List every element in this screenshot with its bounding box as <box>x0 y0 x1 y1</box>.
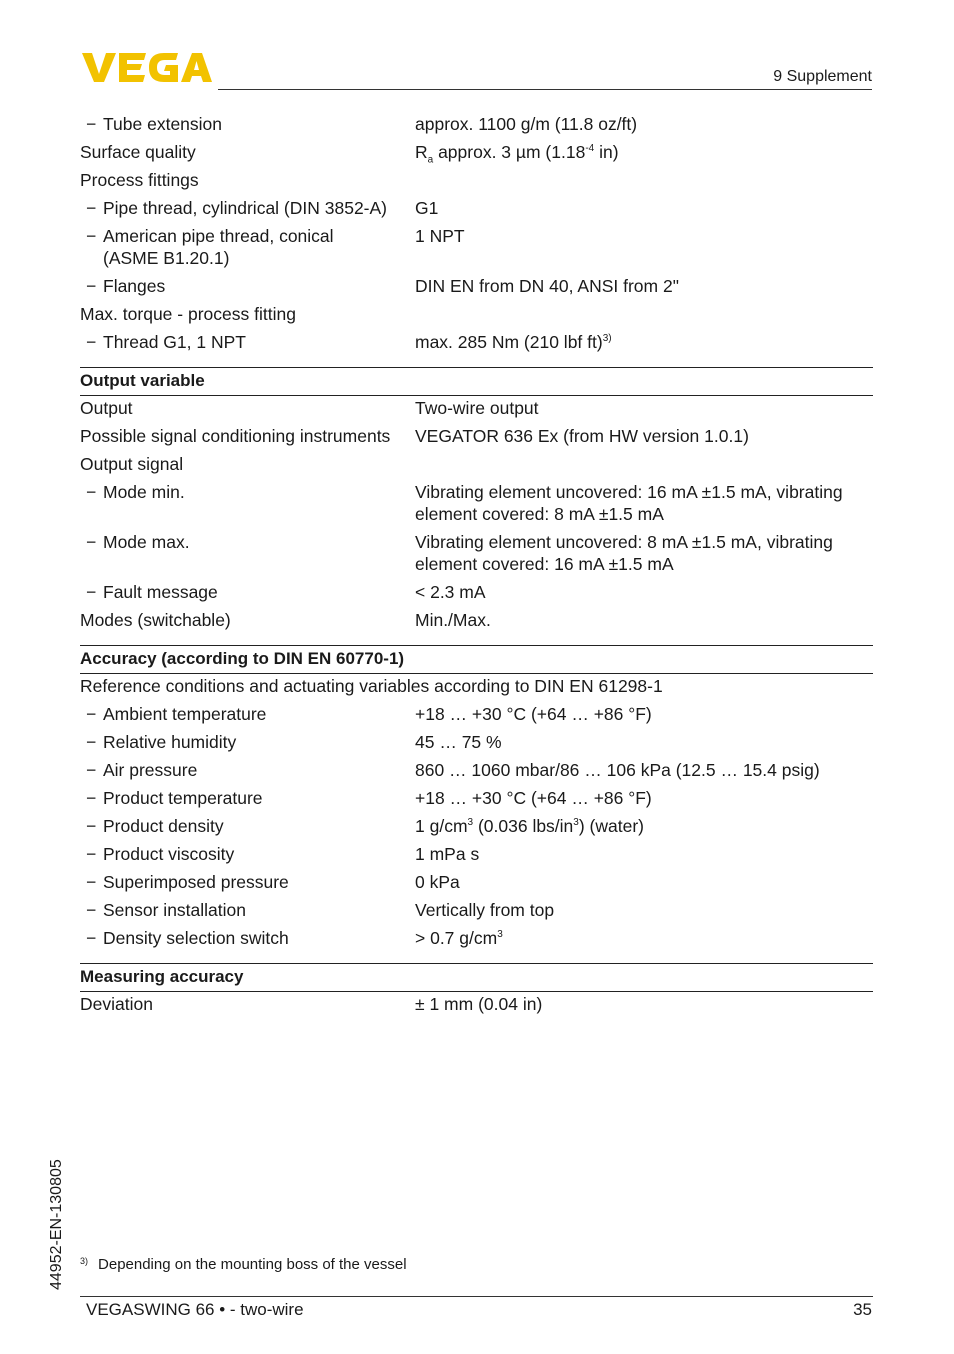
spec-key: Flanges <box>103 276 166 296</box>
spec-value: +18 … +30 °C (+64 … +86 °F) <box>415 704 652 724</box>
spec-value: Vertically from top <box>415 900 555 920</box>
spec-value: 1 NPT <box>415 226 465 246</box>
spec-row <box>80 425 873 453</box>
spec-value: Two-wire output <box>415 398 539 418</box>
spec-row <box>80 609 873 645</box>
spec-key: Relative humidity <box>103 732 237 752</box>
spec-row: − Superimposed pressure 0 kPa <box>80 871 873 899</box>
page-number: 35 <box>853 1300 872 1319</box>
spec-row <box>80 992 873 1015</box>
spec-row: − Thread G1, 1 NPT max. 285 Nm (210 lbf ft)$^{3)}$ <box>80 331 873 367</box>
footnote-number: 3) <box>80 1256 89 1266</box>
document-code: 44952-EN-130805 <box>48 1159 65 1290</box>
spec-key: Process fittings <box>80 170 199 190</box>
spec-key: Product temperature <box>103 788 263 808</box>
spec-row <box>80 141 873 169</box>
spec-key: Deviation <box>80 994 153 1014</box>
spec-key: Product density <box>103 816 224 836</box>
spec-value: < 2.3 mA <box>415 582 486 602</box>
spec-value <box>415 453 873 475</box>
spec-key: Pipe thread, cylindrical (DIN 3852-A) <box>103 198 388 218</box>
spec-value: max. 285 Nm (210 lbf ft)$^{3)}$ <box>415 332 612 352</box>
spec-row: − Flanges DIN EN from DN 40, ANSI from 2" <box>80 275 873 303</box>
spec-value: Vibrating element uncovered: 16 mA ±1.5 mA, vibrating element covered: 8 mA ±1.5 mA <box>415 482 843 524</box>
spec-key: Tube extension <box>103 114 223 134</box>
spec-key: Surface quality <box>80 142 196 162</box>
spec-row <box>80 396 873 425</box>
spec-key: Mode max. <box>103 532 190 552</box>
spec-key: Output <box>80 398 133 418</box>
spec-row: − Ambient temperature +18 … +30 °C (+64 … +86 °F) <box>80 703 873 731</box>
spec-row <box>80 303 873 331</box>
spec-value: +18 … +30 °C (+64 … +86 °F) <box>415 788 652 808</box>
spec-value: > 0.7 $g/cm^3$ <box>415 928 503 948</box>
spec-value: VEGATOR 636 Ex (from HW version 1.0.1) <box>415 426 749 446</box>
spec-value: ± 1 mm (0.04 in) <box>415 994 543 1014</box>
spec-key: Fault message <box>103 582 218 602</box>
spec-row: − Pipe thread, cylindrical (DIN 3852-A) G1 <box>80 197 873 225</box>
vega-logo <box>82 50 212 84</box>
spec-value: DIN EN from DN 40, ANSI from 2" <box>415 276 679 296</box>
spec-row: − Mode min. Vibrating element uncovered: 16 mA ±1.5 mA, vibrating element covered: 8 mA ±1.5 mA <box>80 481 873 531</box>
spec-value: 1 mPa s <box>415 844 480 864</box>
spec-key: Modes (switchable) <box>80 610 231 630</box>
spec-value: 0 kPa <box>415 872 460 892</box>
spec-value: 1 $g/cm^3$ (0.036 lbs/$in^3$) (water) <box>415 816 644 836</box>
spec-value: $R_a$ approx. 3 µm ($1.18^{-4}$ in) <box>415 142 619 166</box>
spec-row: − Fault message < 2.3 mA <box>80 581 873 609</box>
footer-rule <box>80 1296 873 1297</box>
spec-row: − Product density 1 $g/cm^3$ (0.036 lbs/$in^3$) (water) <box>80 815 873 843</box>
spec-row: − Tube extension approx. 1100 g/m (11.8 oz/ft) <box>80 112 873 141</box>
spec-row: − American pipe thread, conical (ASME B1.20.1) 1 NPT <box>80 225 873 275</box>
section-label: 9 Supplement <box>773 68 872 85</box>
section-heading: Output variable <box>80 367 873 396</box>
spec-row: − Mode max. Vibrating element uncovered: 8 mA ±1.5 mA, vibrating element covered: 16 mA ±1.5 mA <box>80 531 873 581</box>
spec-key: Output signal <box>80 454 184 474</box>
spec-row: − Density selection switch > 0.7 $g/cm^3$ <box>80 927 873 963</box>
spec-value: G1 <box>415 198 439 218</box>
spec-key: Possible signal conditioning instruments <box>80 426 391 446</box>
spec-key: Superimposed pressure <box>103 872 289 892</box>
spec-value <box>415 169 873 191</box>
spec-key: Density selection switch <box>103 928 289 948</box>
spec-key: Mode min. <box>103 482 185 502</box>
spec-row <box>80 169 873 197</box>
spec-row: − Product temperature +18 … +30 °C (+64 … +86 °F) <box>80 787 873 815</box>
spec-row: − Relative humidity 45 … 75 % <box>80 731 873 759</box>
footnote-ref: 3) <box>602 333 612 345</box>
spec-row: − Product viscosity 1 mPa s <box>80 843 873 871</box>
footer-product: VEGASWING 66 • - two-wire <box>86 1300 304 1319</box>
spec-key: Max. torque - process fitting <box>80 304 296 324</box>
spec-value: Min./Max. <box>415 610 491 630</box>
header-rule <box>218 89 872 90</box>
section-heading: Accuracy (according to DIN EN 60770-1) <box>80 645 873 674</box>
spec-row: − Sensor installation Vertically from top <box>80 899 873 927</box>
spec-table <box>80 112 873 1015</box>
spec-value: Vibrating element uncovered: 8 mA ±1.5 mA, vibrating element covered: 16 mA ±1.5 mA <box>415 532 833 574</box>
spec-value: 860 … 1060 mbar/86 … 106 kPa (12.5 … 15.4 psig) <box>415 760 820 780</box>
footnote <box>80 1256 407 1273</box>
spec-key: Ambient temperature <box>103 704 267 724</box>
spec-row <box>80 453 873 481</box>
spec-value <box>415 303 873 325</box>
spec-key: American pipe thread, conical (ASME B1.20.1) <box>103 226 334 268</box>
spec-key: Sensor installation <box>103 900 246 920</box>
section-heading: Measuring accuracy <box>80 963 873 992</box>
spec-value: approx. 1100 g/m (11.8 oz/ft) <box>415 114 638 134</box>
spec-key: Thread G1, 1 NPT <box>103 332 246 352</box>
spec-row: − Air pressure 860 … 1060 mbar/86 … 106 kPa (12.5 … 15.4 psig) <box>80 759 873 787</box>
spec-key: Air pressure <box>103 760 198 780</box>
spec-key: Product viscosity <box>103 844 235 864</box>
footnote-text: Depending on the mounting boss of the vessel <box>98 1256 407 1273</box>
reference-text: Reference conditions and actuating variables according to DIN EN 61298-1 <box>80 676 663 696</box>
spec-value: 45 … 75 % <box>415 732 502 752</box>
